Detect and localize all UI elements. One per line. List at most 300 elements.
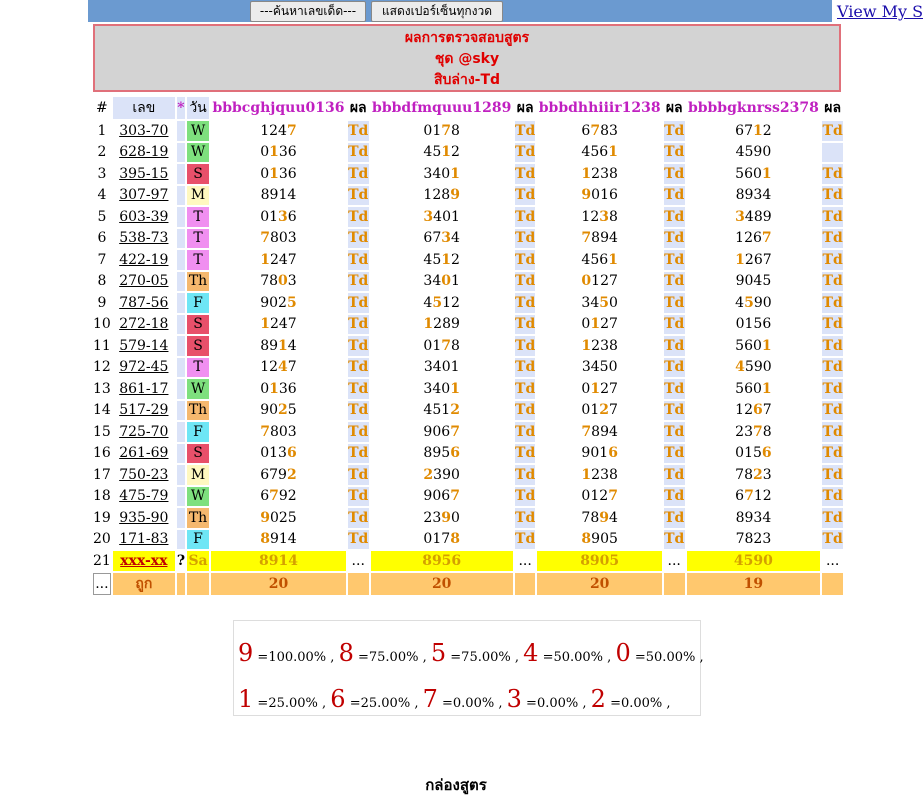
- row-formula-value: 1238: [537, 164, 661, 184]
- row-result: Td: [664, 165, 685, 182]
- row-star: [177, 143, 185, 163]
- percent-value: =0.00% ,: [526, 696, 587, 711]
- row-formula-value: 4512: [371, 401, 513, 421]
- row-result: Td: [348, 359, 369, 376]
- row-day-badge: S: [187, 444, 209, 464]
- row-result: Td: [822, 359, 843, 376]
- row-formula-value: 1247: [211, 121, 346, 141]
- row-day-badge: F: [187, 293, 209, 313]
- row-formula-value: 5601: [687, 379, 821, 399]
- row-formula-value: 7803: [211, 229, 346, 249]
- percent-digit: 7: [422, 685, 438, 713]
- row-formula-value: 0136: [211, 164, 346, 184]
- pred-value: 8956: [371, 551, 513, 571]
- row-result: Td: [822, 466, 843, 483]
- row-day-badge: S: [187, 164, 209, 184]
- row-result: Td: [515, 488, 536, 505]
- row-result: Td: [348, 294, 369, 311]
- percent-value: =100.00% ,: [257, 650, 335, 665]
- table-row: [93, 164, 843, 184]
- row-formula-value: 8956: [371, 444, 513, 464]
- row-result: Td: [348, 208, 369, 225]
- row-formula-value: 0136: [211, 444, 346, 464]
- col-star: *: [177, 97, 185, 119]
- table-row: [93, 530, 843, 550]
- row-result: Td: [822, 531, 843, 548]
- row-result: Td: [822, 488, 843, 505]
- summary-count: 20: [371, 573, 513, 595]
- row-formula-value: 6792: [211, 465, 346, 485]
- show-percent-button[interactable]: แสดงเปอร์เซ็นทุกงวด: [371, 1, 503, 22]
- row-day-badge: Th: [188, 402, 208, 419]
- row-result: Td: [664, 251, 685, 268]
- row-result: Td: [664, 294, 685, 311]
- percent-digit: 0: [615, 639, 631, 667]
- row-lek-link[interactable]: 750-23: [113, 465, 175, 485]
- row-result: Td: [348, 488, 369, 505]
- row-formula-value: 8934: [687, 508, 821, 528]
- row-result: Td: [664, 466, 685, 483]
- row-lek-link[interactable]: 261-69: [113, 444, 175, 464]
- row-result: Td: [348, 230, 369, 247]
- row-result: Td: [822, 423, 843, 440]
- row-formula-value: 3401: [371, 207, 513, 227]
- percent-digit: 6: [330, 685, 346, 713]
- row-result: Td: [348, 122, 369, 139]
- row-result: Td: [822, 337, 843, 354]
- row-number: 8: [93, 272, 111, 292]
- row-result: Td: [822, 230, 843, 247]
- row-lek-link[interactable]: 270-05: [113, 272, 175, 292]
- row-formula-value: 3450: [537, 293, 661, 313]
- row-number: 12: [93, 359, 111, 376]
- row-result: Td: [664, 187, 685, 204]
- percent-value: =25.00% ,: [257, 696, 327, 711]
- row-number: 3: [93, 164, 111, 184]
- table-row: [93, 315, 843, 335]
- row-formula-value: 3489: [687, 207, 821, 227]
- row-lek-link[interactable]: 395-15: [113, 164, 175, 184]
- row-result: Td: [822, 165, 843, 182]
- row-result: Td: [348, 144, 369, 161]
- row-star: [177, 336, 185, 356]
- row-day-badge: S: [187, 336, 209, 356]
- row-formula-value: 1238: [537, 207, 661, 227]
- col-result-4: ผล: [822, 97, 843, 119]
- row-star: [177, 530, 185, 550]
- percent-value: =0.00% ,: [442, 696, 503, 711]
- row-result: Td: [664, 531, 685, 548]
- summary-empty: [822, 573, 843, 595]
- row-formula-value: 3401: [371, 358, 513, 378]
- row-formula-value: 0127: [537, 487, 661, 507]
- row-formula-value: 6712: [687, 487, 821, 507]
- row-star: [177, 487, 185, 507]
- row-formula-value: 4561: [537, 250, 661, 270]
- row-day-badge: W: [187, 379, 209, 399]
- row-result: Td: [664, 230, 685, 247]
- row-star: [177, 293, 185, 313]
- percent-value: =0.00% ,: [610, 696, 671, 711]
- row-formula-value: 4590: [687, 143, 821, 163]
- percent-value: =75.00% ,: [357, 650, 427, 665]
- percent-digit: 9: [238, 639, 254, 667]
- row-number: 13: [93, 380, 111, 397]
- row-lek-link[interactable]: 603-39: [113, 207, 175, 227]
- row-formula-value: 3401: [371, 272, 513, 292]
- row-day-badge: W: [187, 121, 209, 141]
- row-result: Td: [664, 208, 685, 225]
- row-result: Td: [664, 402, 685, 419]
- percent-line-1: [238, 639, 704, 667]
- row-formula-value: 6712: [687, 121, 821, 141]
- row-formula-value: 1247: [211, 315, 346, 335]
- row-result: [822, 143, 843, 163]
- percent-value: =50.00% ,: [634, 650, 704, 665]
- row-result: Td: [515, 316, 536, 333]
- row-star: [177, 207, 185, 227]
- row-formula-value: 9067: [371, 422, 513, 442]
- summary-empty: [515, 573, 536, 595]
- summary-empty: [664, 573, 685, 595]
- row-result: Td: [515, 423, 536, 440]
- row-result: Td: [348, 423, 369, 440]
- row-formula-value: 1267: [687, 401, 821, 421]
- col-result-2: ผล: [515, 97, 536, 119]
- row-lek-link[interactable]: 972-45: [113, 358, 175, 378]
- row-number: 14: [93, 402, 111, 419]
- row-formula-value: 9045: [687, 272, 821, 292]
- row-result: Td: [348, 165, 369, 182]
- col-formula-3: bbbdhhiiir1238: [537, 97, 661, 119]
- row-number: 9: [93, 293, 111, 313]
- row-formula-value: 0127: [537, 315, 661, 335]
- row-result: Td: [664, 122, 685, 139]
- row-day-badge: S: [187, 315, 209, 335]
- row-day-badge: M: [187, 186, 209, 206]
- row-formula-value: 0127: [537, 401, 661, 421]
- row-star: [177, 444, 185, 464]
- table-row: [93, 422, 843, 442]
- row-result: Td: [822, 122, 843, 139]
- col-result-3: ผล: [664, 97, 685, 119]
- row-formula-value: 0156: [687, 315, 821, 335]
- row-formula-value: 4512: [371, 293, 513, 313]
- row-number: 5: [93, 207, 111, 227]
- summary-dots-button[interactable]: ...: [93, 573, 111, 595]
- row-lek-link[interactable]: 861-17: [113, 379, 175, 399]
- row-formula-value: 6792: [211, 487, 346, 507]
- row-formula-value: 1238: [537, 336, 661, 356]
- row-result: Td: [348, 509, 369, 526]
- row-result: Td: [664, 144, 685, 161]
- row-formula-value: 4590: [687, 358, 821, 378]
- row-formula-value: 9016: [537, 444, 661, 464]
- row-lek-link[interactable]: 303-70: [113, 121, 175, 141]
- row-star: [177, 229, 185, 249]
- row-lek-link[interactable]: 935-90: [113, 508, 175, 528]
- row-formula-value: 0178: [371, 530, 513, 550]
- row-result: Td: [822, 316, 843, 333]
- row-result: Td: [515, 144, 536, 161]
- row-result: Td: [348, 273, 369, 290]
- row-formula-value: 7894: [537, 229, 661, 249]
- row-lek-link[interactable]: 517-29: [113, 401, 175, 421]
- row-formula-value: 4590: [687, 293, 821, 313]
- prediction-row: [93, 551, 843, 571]
- row-formula-value: 9067: [371, 487, 513, 507]
- row-result: Td: [822, 380, 843, 397]
- row-result: Td: [515, 122, 536, 139]
- summary-count: 19: [687, 573, 821, 595]
- header-set: ชุด @sky: [434, 51, 500, 67]
- row-result: Td: [515, 466, 536, 483]
- percent-value: =75.00% ,: [450, 650, 520, 665]
- table-row: [93, 229, 843, 249]
- row-formula-value: 1238: [537, 465, 661, 485]
- table-row: [93, 336, 843, 356]
- row-result: Td: [515, 230, 536, 247]
- row-result: Td: [515, 531, 536, 548]
- row-formula-value: 3450: [537, 358, 661, 378]
- table-row: [93, 465, 843, 485]
- row-formula-value: 7823: [687, 530, 821, 550]
- row-result: Td: [664, 380, 685, 397]
- row-formula-value: 5601: [687, 336, 821, 356]
- row-result: Td: [515, 359, 536, 376]
- table-header-row: [93, 97, 843, 119]
- row-day-badge: F: [187, 422, 209, 442]
- percent-digit: 2: [590, 685, 606, 713]
- row-formula-value: 0156: [687, 444, 821, 464]
- search-lucky-number-button[interactable]: ---ค้นหาเลขเด็ด---: [250, 1, 366, 22]
- table-row: [93, 358, 843, 378]
- header-type: สิบล่าง-Td: [433, 72, 501, 88]
- pred-value: 8914: [211, 551, 346, 571]
- row-result: Td: [515, 402, 536, 419]
- row-lek-link[interactable]: 579-14: [113, 336, 175, 356]
- row-star: [177, 358, 185, 378]
- table-row: [93, 401, 843, 421]
- row-formula-value: 9016: [537, 186, 661, 206]
- row-formula-value: 7823: [687, 465, 821, 485]
- row-day-badge: Th: [188, 509, 208, 526]
- pred-lek-link[interactable]: xxx-xx: [113, 551, 175, 571]
- top-toolbar: [88, 0, 832, 22]
- row-formula-value: 1289: [371, 186, 513, 206]
- row-result: Td: [664, 445, 685, 462]
- view-my-link[interactable]: View My S: [837, 2, 923, 21]
- row-star: [177, 422, 185, 442]
- row-formula-value: 9025: [211, 293, 346, 313]
- row-formula-value: 6734: [371, 229, 513, 249]
- summary-count: 20: [211, 573, 346, 595]
- row-lek-link[interactable]: 171-83: [113, 530, 175, 550]
- summary-row: [93, 573, 843, 595]
- table-row: [93, 250, 843, 270]
- pred-question: ?: [176, 552, 186, 569]
- row-result: Td: [664, 488, 685, 505]
- percent-digit: 1: [238, 685, 254, 713]
- row-lek-link[interactable]: 475-79: [113, 487, 175, 507]
- pred-dots: ...: [664, 551, 685, 571]
- row-result: Td: [348, 466, 369, 483]
- row-formula-value: 8914: [211, 336, 346, 356]
- pred-dots: ...: [515, 551, 536, 571]
- digit-percent-box: [233, 620, 704, 716]
- formula-box-title: กล่องสูตร: [425, 776, 487, 794]
- row-number: 11: [93, 337, 111, 354]
- table-row: [93, 444, 843, 464]
- row-result: Td: [348, 380, 369, 397]
- header-title: ผลการตรวจสอบสูตร: [404, 30, 530, 46]
- row-star: [177, 465, 185, 485]
- percent-digit: 3: [506, 685, 522, 713]
- col-result-1: ผล: [348, 97, 369, 119]
- col-formula-4: bbbbgknrss2378: [687, 97, 821, 119]
- row-formula-value: 2390: [371, 508, 513, 528]
- row-day-badge: F: [187, 530, 209, 550]
- pred-day-badge: Sa: [188, 552, 208, 569]
- row-result: Td: [822, 187, 843, 204]
- row-formula-value: 8914: [211, 186, 346, 206]
- row-formula-value: 1247: [211, 358, 346, 378]
- row-result: Td: [822, 294, 843, 311]
- table-row: [93, 379, 843, 399]
- row-number: 2: [93, 143, 111, 163]
- percent-value: =25.00% ,: [349, 696, 419, 711]
- row-result: Td: [348, 445, 369, 462]
- row-star: [177, 164, 185, 184]
- row-formula-value: 0178: [371, 121, 513, 141]
- row-formula-value: 4512: [371, 143, 513, 163]
- row-lek-link[interactable]: 538-73: [113, 229, 175, 249]
- row-number: 1: [93, 121, 111, 141]
- row-lek-link[interactable]: 628-19: [113, 143, 175, 163]
- summary-label: ถูก: [113, 573, 175, 595]
- row-formula-value: 0127: [537, 379, 661, 399]
- row-star: [177, 121, 185, 141]
- row-lek-link[interactable]: 787-56: [113, 293, 175, 313]
- row-lek-link[interactable]: 725-70: [113, 422, 175, 442]
- row-formula-value: 5601: [687, 164, 821, 184]
- row-formula-value: 8934: [687, 186, 821, 206]
- table-row: [93, 186, 843, 206]
- col-wan: วัน: [187, 97, 209, 119]
- row-result: Td: [515, 380, 536, 397]
- row-formula-value: 9025: [211, 508, 346, 528]
- row-star: [177, 250, 185, 270]
- row-formula-value: 0136: [211, 143, 346, 163]
- row-result: Td: [515, 208, 536, 225]
- row-star: [177, 272, 185, 292]
- row-formula-value: 7894: [537, 508, 661, 528]
- row-formula-value: 0136: [211, 207, 346, 227]
- row-day-badge: Th: [188, 273, 208, 290]
- row-result: Td: [515, 509, 536, 526]
- table-row: [93, 487, 843, 507]
- summary-empty: [177, 573, 185, 595]
- row-formula-value: 1267: [687, 250, 821, 270]
- row-result: Td: [348, 251, 369, 268]
- row-result: Td: [664, 337, 685, 354]
- row-star: [177, 379, 185, 399]
- row-result: Td: [515, 294, 536, 311]
- summary-count: 20: [537, 573, 661, 595]
- percent-digit: 8: [338, 639, 354, 667]
- pred-dots: ...: [348, 551, 369, 571]
- percent-digit: 5: [430, 639, 447, 667]
- row-result: Td: [822, 273, 843, 290]
- row-lek-link[interactable]: 422-19: [113, 250, 175, 270]
- row-formula-value: 1289: [371, 315, 513, 335]
- row-number: 6: [93, 229, 111, 249]
- row-result: Td: [515, 251, 536, 268]
- pred-value: 4590: [687, 551, 821, 571]
- row-number: 7: [93, 250, 111, 270]
- row-day-badge: T: [187, 250, 209, 270]
- row-formula-value: 8914: [211, 530, 346, 550]
- col-num: #: [93, 97, 111, 119]
- row-number: 20: [93, 531, 111, 548]
- row-result: Td: [664, 359, 685, 376]
- row-number: 19: [93, 509, 111, 526]
- row-result: Td: [348, 337, 369, 354]
- row-result: Td: [348, 531, 369, 548]
- row-number: 17: [93, 466, 111, 483]
- row-formula-value: 4512: [371, 250, 513, 270]
- table-row: [93, 293, 843, 313]
- row-day-badge: W: [187, 143, 209, 163]
- row-day-badge: M: [187, 465, 209, 485]
- row-formula-value: 0127: [537, 272, 661, 292]
- result-header: [93, 24, 841, 92]
- row-result: Td: [822, 509, 843, 526]
- row-lek-link[interactable]: 307-97: [113, 186, 175, 206]
- percent-line-2: [238, 685, 671, 713]
- row-formula-value: 4561: [537, 143, 661, 163]
- row-star: [177, 315, 185, 335]
- row-day-badge: T: [187, 358, 209, 378]
- row-formula-value: 8905: [537, 530, 661, 550]
- percent-digit: 4: [523, 639, 539, 667]
- row-result: Td: [348, 316, 369, 333]
- row-lek-link[interactable]: 272-18: [113, 315, 175, 335]
- table-row: [93, 207, 843, 227]
- pred-value: 8905: [537, 551, 661, 571]
- row-star: [177, 508, 185, 528]
- row-result: Td: [822, 445, 843, 462]
- row-day-badge: T: [187, 207, 209, 227]
- row-result: Td: [664, 316, 685, 333]
- row-result: Td: [348, 402, 369, 419]
- row-formula-value: 3401: [371, 379, 513, 399]
- summary-empty: [348, 573, 369, 595]
- row-star: [177, 401, 185, 421]
- row-result: Td: [664, 423, 685, 440]
- row-result: Td: [515, 187, 536, 204]
- row-day-badge: W: [187, 487, 209, 507]
- pred-number: 21: [93, 552, 111, 569]
- row-result: Td: [515, 165, 536, 182]
- row-formula-value: 1267: [687, 229, 821, 249]
- row-formula-value: 2378: [687, 422, 821, 442]
- result-table: [91, 95, 845, 597]
- row-formula-value: 2390: [371, 465, 513, 485]
- row-formula-value: 1247: [211, 250, 346, 270]
- row-result: Td: [348, 187, 369, 204]
- row-number: 16: [93, 445, 111, 462]
